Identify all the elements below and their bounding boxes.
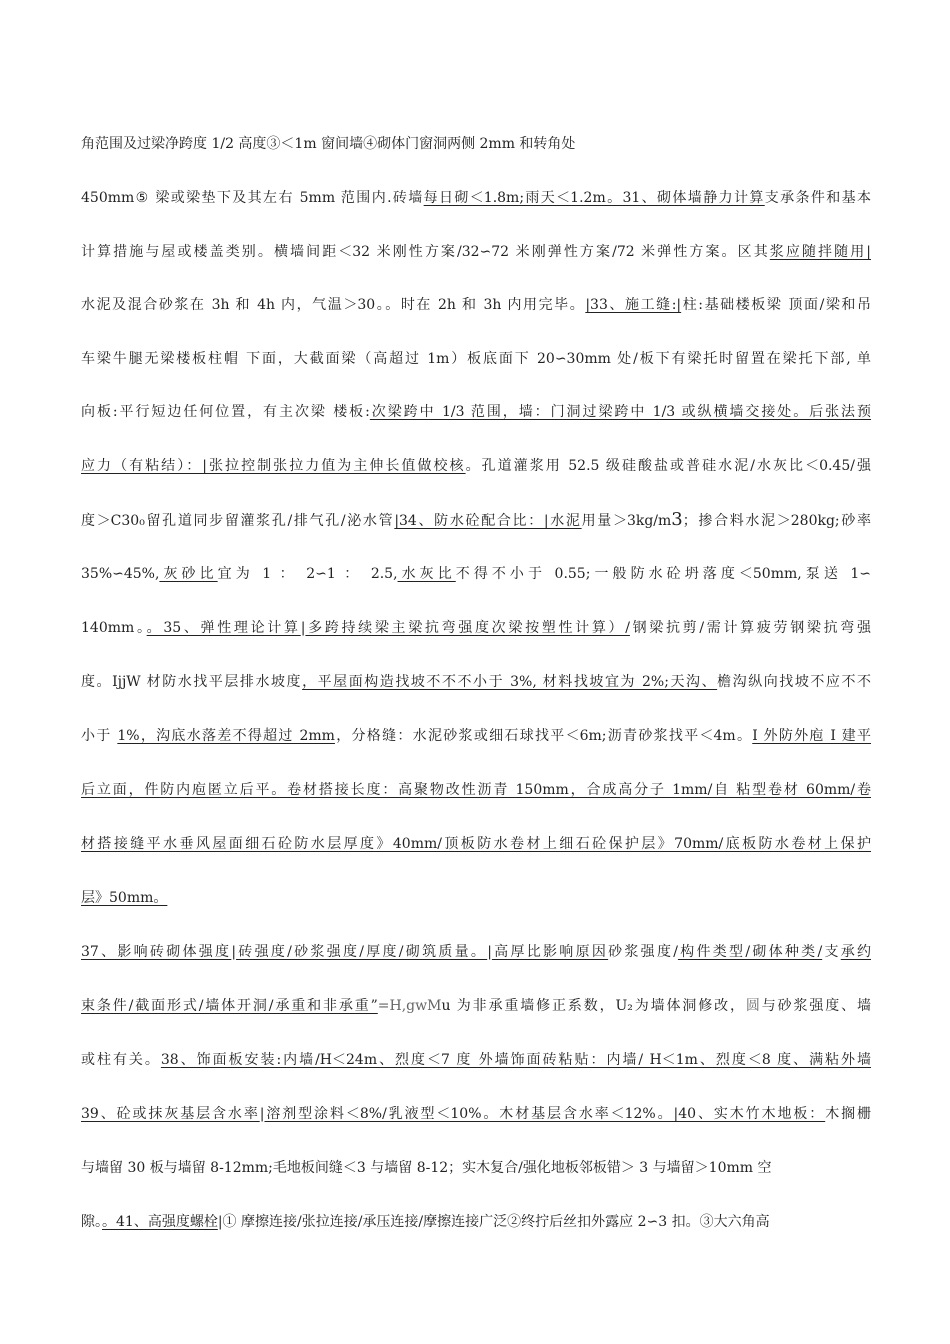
text-segment: 450mm⑤ 梁或梁垫下及其左右 5mm 范围内.砖墙	[81, 190, 424, 206]
text-line	[81, 1050, 871, 1070]
underlined-text: |34、防水砼配合比：|水泥	[394, 513, 582, 529]
text-segment: 140mm。	[81, 620, 147, 636]
text-line	[81, 510, 871, 530]
text-segment: 钢梁抗剪/需计算疲劳钢梁抗弯强	[629, 620, 871, 636]
text-segment: u 为非承重墙修正系数，U₂为墙体洞修改，	[441, 998, 746, 1014]
text-line	[81, 618, 871, 638]
text-line	[81, 242, 871, 262]
text-line	[81, 888, 871, 908]
underlined-text: 砖强度/砂浆强度/厚度/砌筑质量。	[236, 944, 488, 960]
underlined-text: 38、饰面板安装:内墙/H＜24m、烈度＜7 度 外墙饰面砖粘贴：内墙/ H＜1m、烈度＜8 度、满粘外墙	[160, 1052, 871, 1068]
text-segment: 木搁栅	[825, 1106, 871, 1122]
text-line	[81, 402, 871, 422]
underlined-text: 构件类型/砌体种类/	[677, 944, 823, 960]
underlined-text: |33、施工缝:|	[585, 297, 682, 313]
text-line	[81, 1158, 871, 1178]
text-segment: 向板:平行短边任何位置，有主次梁 楼板:	[81, 404, 370, 420]
text-line	[81, 1212, 871, 1232]
text-line	[81, 1104, 871, 1124]
underlined-text: 水灰比	[397, 566, 456, 582]
text-segment: 砂浆强度/	[608, 944, 678, 960]
text-segment: 不得不小于 0.55;一般防水砼坍落度＜50mm,泵送 1∽	[455, 566, 871, 582]
text-segment: =H,gwM	[377, 998, 442, 1014]
text-segment: |	[259, 1106, 265, 1122]
text-line	[81, 295, 871, 315]
text-segment: ，分格缝：水泥砂浆或细石球找平＜6m;沥青砂浆找平＜4m。	[334, 728, 753, 744]
text-line	[81, 456, 871, 476]
text-line	[81, 134, 871, 154]
text-segment: 或柱有关。	[81, 1052, 161, 1068]
underlined-text: 次梁跨中 1/3 范围，墙：门洞过梁跨中 1/3 或纵横墙交接处。后张法预	[369, 404, 871, 420]
text-segment: 与砂浆强度、墙	[761, 998, 871, 1014]
text-line	[81, 996, 871, 1016]
underlined-text: 层》50mm。	[81, 890, 168, 906]
text-segment: |	[300, 620, 306, 636]
underlined-text: 浆应随拌随用|	[769, 244, 871, 260]
text-segment: 与墙留 30 板与墙留 8-12mm;毛地板间缝＜3 与墙留 8-12；实木复合/强化地板邻板错＞ 3 与墙留＞10mm 空	[81, 1160, 772, 1176]
text-segment: 35%∽45%,	[81, 566, 160, 582]
text-segment: 度＞C30₀留孔道同步留灌浆孔/排气孔/泌水管	[81, 513, 395, 529]
underlined-text: 39、砼或抹灰基层含水率	[81, 1106, 260, 1122]
underlined-text: 37、影响砖砌体强度	[81, 944, 232, 960]
underlined-text: 溶剂型涂料＜8%/乳液型＜10%。木材基层含水率＜12%。|40、实木竹木地板：	[264, 1106, 826, 1122]
text-line	[81, 942, 871, 962]
underlined-text: 1%，沟底水落差不得超过 2mm	[117, 728, 335, 744]
text-line	[81, 726, 871, 746]
underlined-text: 高厚比影响原因	[491, 944, 609, 960]
text-segment: 支承条件和基本	[764, 190, 871, 206]
text-segment: |	[231, 944, 237, 960]
underlined-text: 承约	[840, 944, 871, 960]
text-segment: 宜为 1 ： 2∽1 ： 2.5,	[217, 566, 398, 582]
text-line	[81, 780, 871, 800]
text-segment: 车梁牛腿无梁楼板柱帽 下面，大截面梁（高超过 1m）板底面下 20∽30mm 处/板下有梁托时留置在梁托下部, 单	[81, 351, 871, 367]
text-segment: 隙。	[81, 1214, 102, 1230]
text-line	[81, 564, 871, 584]
underlined-text: 后立面，件防内庖匿立后平。卷材搭接长度：高聚物改性沥青 150mm，合成高分子 1mm/自 粘型卷材 60mm/卷	[81, 782, 871, 798]
text-segment: 度。IjjW 材防水找平层排水坡度	[81, 674, 303, 690]
underlined-text: 多跨持续梁主梁抗弯强度次梁按塑性计算）/	[305, 620, 630, 636]
underlined-text: 。35、弹性理论计算	[146, 620, 301, 636]
underlined-text: 每日砌＜1.8m;雨天＜1.2m。31、砌体墙静力计算	[423, 190, 765, 206]
text-segment: 计算措施与屋或楼盖类别。横墙间距＜32 米刚性方案/32∽72 米刚弹性方案/72 米弹性方案。区其	[81, 244, 770, 260]
text-segment: |	[217, 1214, 223, 1230]
underlined-text: I 外防外庖 I 建平	[752, 728, 871, 744]
text-segment: 角范围及过梁净跨度 1/2 高度③＜1m 窗间墙④砌体门窗洞两侧 2mm 和转角处	[81, 136, 576, 152]
text-segment: 3	[671, 510, 683, 530]
text-segment: 小于	[81, 728, 118, 744]
text-segment: |	[487, 944, 492, 960]
text-line	[81, 834, 871, 854]
text-segment: 。孔道灌浆用 52.5 级硅酸盐或普硅水泥/水灰比＜0.45/强	[465, 458, 871, 474]
text-segment: ① 摩擦连接/张拉连接/承压连接/摩擦连接广泛②终拧后丝扣外露应 2∽3 扣。③大六角高	[222, 1214, 770, 1230]
text-segment: 支	[822, 944, 841, 960]
text-segment: 柱:基础楼板梁 顶面/梁和吊	[681, 297, 871, 313]
text-line	[81, 672, 871, 692]
text-segment: 圆	[745, 998, 762, 1014]
underlined-text: 应力（有粘结）：|张拉控制张拉力值为主伸长值做校核	[81, 458, 466, 474]
underlined-text: ，平屋面构造找坡不不不小于 3%, 材料找坡宜为 2%;天沟、	[302, 674, 718, 690]
underlined-text: 材搭接缝平水垂风屋面细石砼防水层厚度》40mm/顶板防水卷材上细石砼保护层》70mm/底板防水卷材上保护	[81, 836, 871, 852]
text-segment: 用量＞3kg/m	[581, 513, 672, 529]
text-segment: 水泥及混合砂浆在 3h 和 4h 内，气温＞30。。时在 2h 和 3h 内用完毕。	[81, 297, 586, 313]
text-segment: 檐沟纵向找坡不应不不	[717, 674, 871, 690]
underlined-text: 束条件/截面形式/墙体开洞/承重和非承重”	[81, 998, 378, 1014]
underlined-text: 。41、高强度螺栓	[102, 1214, 218, 1230]
text-line	[81, 188, 871, 208]
text-segment: ；掺合料水泥＞280kg;砂率	[682, 513, 871, 529]
underlined-text: 灰砂比	[159, 566, 218, 582]
text-line	[81, 349, 871, 369]
